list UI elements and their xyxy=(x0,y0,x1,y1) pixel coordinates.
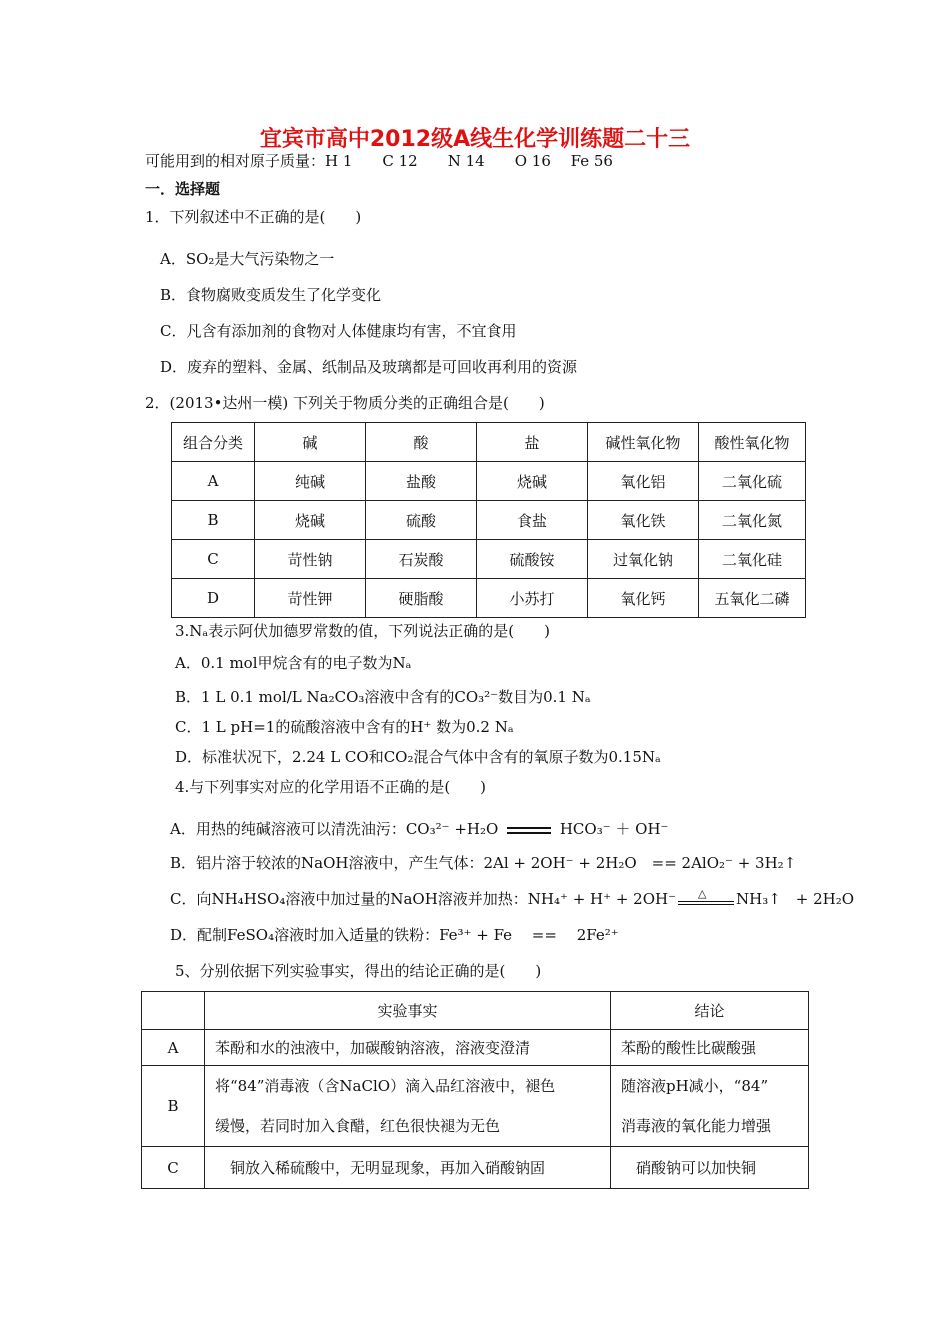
table-cell: 硫酸铵 xyxy=(477,540,588,579)
q1-stem: 1．下列叙述中不正确的是( ) xyxy=(145,208,362,226)
table-header-row xyxy=(172,423,806,462)
heating-condition-icon xyxy=(678,887,734,907)
table-cell: 苯酚和水的浊液中，加碳酸钠溶液，溶液变澄清 xyxy=(205,1030,611,1066)
q1-option-a: A．SO₂是大气污染物之一 xyxy=(160,250,335,268)
table-cell: 纯碱 xyxy=(255,462,366,501)
table-row xyxy=(172,579,806,618)
table-row xyxy=(172,501,806,540)
table-cell: 硝酸钠可以加快铜 xyxy=(611,1147,809,1189)
table-cell xyxy=(611,1066,809,1147)
table-cell: 烧碱 xyxy=(477,462,588,501)
table-cell: 硬脂酸 xyxy=(366,579,477,618)
table-cell: 硫酸 xyxy=(366,501,477,540)
experiment-table xyxy=(141,991,809,1189)
table-row xyxy=(142,1030,809,1066)
table-cell: 盐酸 xyxy=(366,462,477,501)
table-cell: 石炭酸 xyxy=(366,540,477,579)
q5-stem: 5、分别依据下列实验事实，得出的结论正确的是( ) xyxy=(175,962,542,980)
q3-stem: 3.Nₐ表示阿伏加德罗常数的值，下列说法正确的是( ) xyxy=(175,622,550,640)
table-cell: C xyxy=(142,1147,205,1189)
cell-line: 消毒液的氧化能力增强 xyxy=(621,1117,772,1135)
q4-option-d: D．配制FeSO₄溶液时加入适量的铁粉：Fe³⁺ + Fe == 2Fe²⁺ xyxy=(170,926,619,944)
equilibrium-arrow-icon xyxy=(507,825,551,835)
page-title: 宜宾市高中2012级A线生化学训练题二十三 xyxy=(259,127,691,152)
table-cell: 食盐 xyxy=(477,501,588,540)
classification-table xyxy=(171,422,806,618)
q4-option-a-left: A．用热的纯碱溶液可以清洗油污：CO₃²⁻ +H₂O xyxy=(170,820,499,838)
cell-line: 随溶液pH减小，“84” xyxy=(621,1077,769,1095)
table-header-cell: 酸 xyxy=(366,423,477,462)
heat-symbol: △ xyxy=(698,887,707,900)
table-cell: C xyxy=(172,540,255,579)
q3-option-a: A．0.1 mol甲烷含有的电子数为Nₐ xyxy=(175,654,412,672)
q4-stem: 4.与下列事实对应的化学用语不正确的是( ) xyxy=(175,778,487,796)
cell-line: 缓慢，若同时加入食醋，红色很快褪为无色 xyxy=(215,1117,501,1135)
table-cell: 苛性钠 xyxy=(255,540,366,579)
table-cell: 铜放入稀硫酸中，无明显现象，再加入硝酸钠固 xyxy=(205,1147,611,1189)
q4-option-a xyxy=(170,818,668,839)
q1-option-d: D．废弃的塑料、金属、纸制品及玻璃都是可回收再利用的资源 xyxy=(160,358,578,376)
q2-stem: 2．(2013•达州一模) 下列关于物质分类的正确组合是( ) xyxy=(145,394,545,412)
table-header-cell: 结论 xyxy=(611,992,809,1030)
table-row xyxy=(142,1147,809,1189)
q3-option-b: B．1 L 0.1 mol/L Na₂CO₃溶液中含有的CO₃²⁻数目为0.1 Nₐ xyxy=(175,688,591,706)
q4-option-c-right: NH₃↑ + 2H₂O xyxy=(736,890,855,908)
table-row xyxy=(142,1066,809,1147)
q1-option-c: C．凡含有添加剂的食物对人体健康均有害，不宜食用 xyxy=(160,322,517,340)
table-cell: A xyxy=(172,462,255,501)
table-cell: 氧化铝 xyxy=(588,462,699,501)
table-cell: 二氧化硫 xyxy=(699,462,806,501)
atomic-masses: 可能用到的相对原子质量：H 1 C 12 N 14 O 16 Fe 56 xyxy=(145,152,613,170)
table-cell: 氧化铁 xyxy=(588,501,699,540)
table-cell: B xyxy=(142,1066,205,1147)
q3-option-d: D．标准状况下，2.24 L CO和CO₂混合气体中含有的氧原子数为0.15Nₐ xyxy=(175,748,661,766)
q3-option-c: C．1 L pH=1的硫酸溶液中含有的H⁺ 数为0.2 Nₐ xyxy=(175,718,514,736)
table-cell: 二氧化硅 xyxy=(699,540,806,579)
table-cell: B xyxy=(172,501,255,540)
table-cell: 烧碱 xyxy=(255,501,366,540)
table-cell: 过氧化钠 xyxy=(588,540,699,579)
table-row xyxy=(172,462,806,501)
table-cell: 小苏打 xyxy=(477,579,588,618)
table-header-cell: 碱性氧化物 xyxy=(588,423,699,462)
table-cell: D xyxy=(172,579,255,618)
table-header-cell: 碱 xyxy=(255,423,366,462)
table-header-row xyxy=(142,992,809,1030)
table-cell: 氧化钙 xyxy=(588,579,699,618)
q4-option-b: B．铝片溶于较浓的NaOH溶液中，产生气体：2Al + 2OH⁻ + 2H₂O == 2AlO₂⁻ + 3H₂↑ xyxy=(170,854,797,872)
q4-option-c-left: C．向NH₄HSO₄溶液中加过量的NaOH溶液并加热：NH₄⁺ + H⁺ + 2OH⁻ xyxy=(170,890,676,908)
table-header-cell: 盐 xyxy=(477,423,588,462)
table-cell xyxy=(205,1066,611,1147)
q1-option-b: B．食物腐败变质发生了化学变化 xyxy=(160,286,382,304)
table-cell: 二氧化氮 xyxy=(699,501,806,540)
table-cell: 五氧化二磷 xyxy=(699,579,806,618)
cell-line: 将“84”消毒液（含NaClO）滴入品红溶液中，褪色 xyxy=(215,1077,556,1095)
table-header-cell xyxy=(142,992,205,1030)
table-header-cell: 实验事实 xyxy=(205,992,611,1030)
table-row xyxy=(172,540,806,579)
table-cell: 苯酚的酸性比碳酸强 xyxy=(611,1030,809,1066)
table-header-cell: 组合分类 xyxy=(172,423,255,462)
table-cell: A xyxy=(142,1030,205,1066)
section-heading: 一．选择题 xyxy=(145,180,221,198)
table-header-cell: 酸性氧化物 xyxy=(699,423,806,462)
q4-option-c xyxy=(170,888,854,909)
table-cell: 苛性钾 xyxy=(255,579,366,618)
q4-option-a-right: HCO₃⁻ ＋ OH⁻ xyxy=(559,820,669,838)
